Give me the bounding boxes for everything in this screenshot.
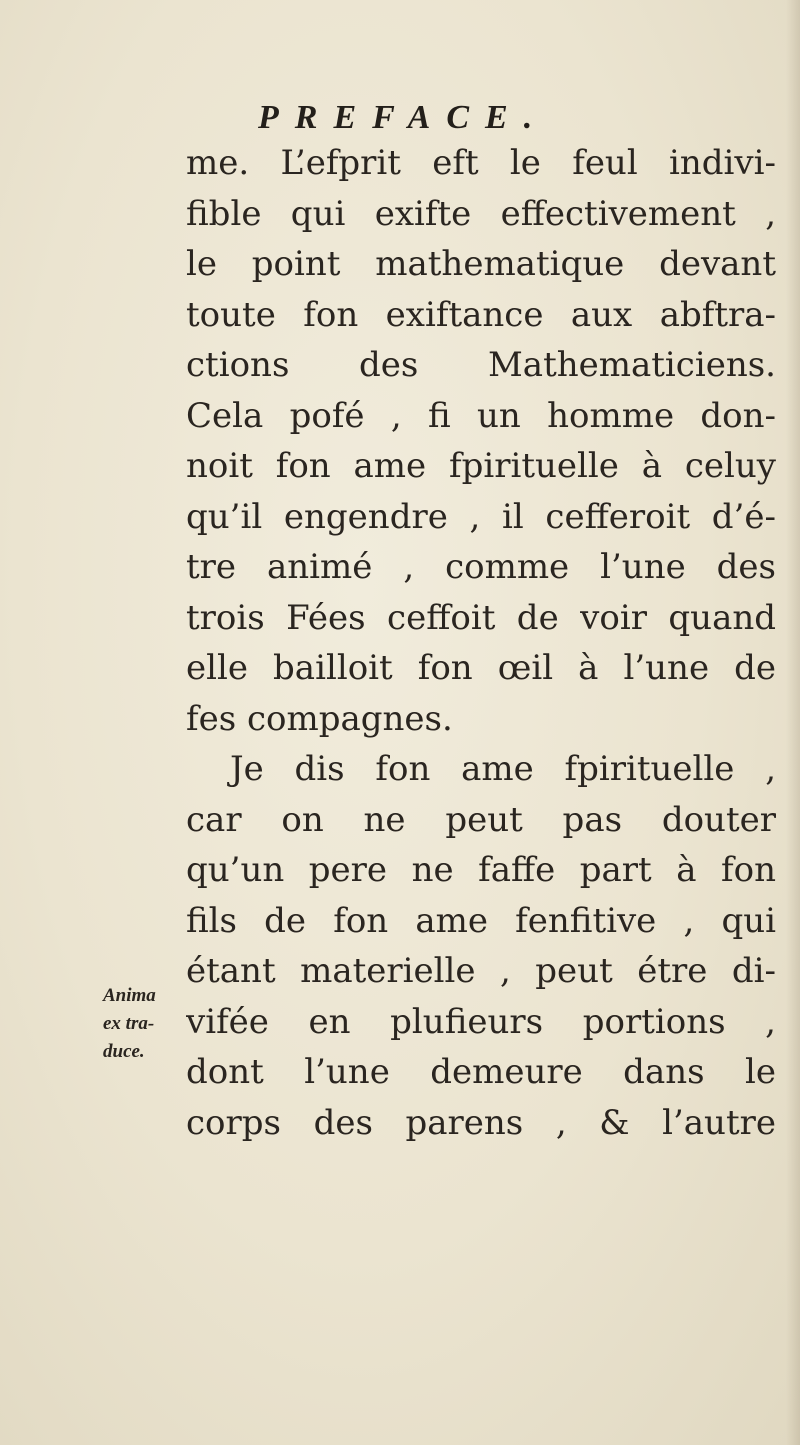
text-line: toute fon exiftance aux abftra- bbox=[186, 294, 776, 335]
text-line: Je dis fon ame fpirituelle , bbox=[230, 749, 776, 789]
running-head: PREFACE. bbox=[258, 99, 549, 136]
text-line: noit fon ame fpirituelle à celuy bbox=[186, 446, 776, 486]
text-line: Cela pofé , fi un homme don- bbox=[186, 395, 776, 436]
text-line: fils de fon ame fenfitive , qui bbox=[186, 900, 776, 941]
text-line: corps des parens , & l’autre bbox=[186, 1102, 776, 1143]
text-line: le point mathematique devant bbox=[186, 244, 776, 284]
text-line: dont l’une demeure dans le bbox=[186, 1052, 776, 1092]
text-line: me. L’efprit eft le feul indivi- bbox=[186, 143, 776, 183]
text-line: tre animé , comme l’une des bbox=[186, 547, 776, 587]
text-line: car on ne peut pas douter bbox=[186, 799, 776, 840]
text-line: qu’il engendre , il cefferoit d’é- bbox=[186, 496, 776, 537]
body-text bbox=[186, 138, 776, 1148]
margin-note-line: Anima bbox=[103, 985, 156, 1006]
text-line: trois Fées ceffoit de voir quand bbox=[186, 597, 776, 638]
text-line: ctions des Mathematiciens. bbox=[186, 345, 776, 385]
text-line: étant materielle , peut étre di- bbox=[186, 951, 776, 991]
text-line: fible qui exifte effectivement , bbox=[186, 193, 776, 234]
text-line: elle bailloit fon œil à l’une de bbox=[186, 648, 776, 688]
text-line: qu’un pere ne faffe part à fon bbox=[186, 850, 776, 890]
text-line: fes compagnes. bbox=[186, 698, 453, 739]
margin-note-line: duce. bbox=[103, 1041, 145, 1062]
margin-note bbox=[103, 982, 183, 1066]
margin-note-line: ex tra- bbox=[103, 1013, 155, 1034]
text-line: vifée en plufieurs portions , bbox=[186, 1001, 776, 1042]
